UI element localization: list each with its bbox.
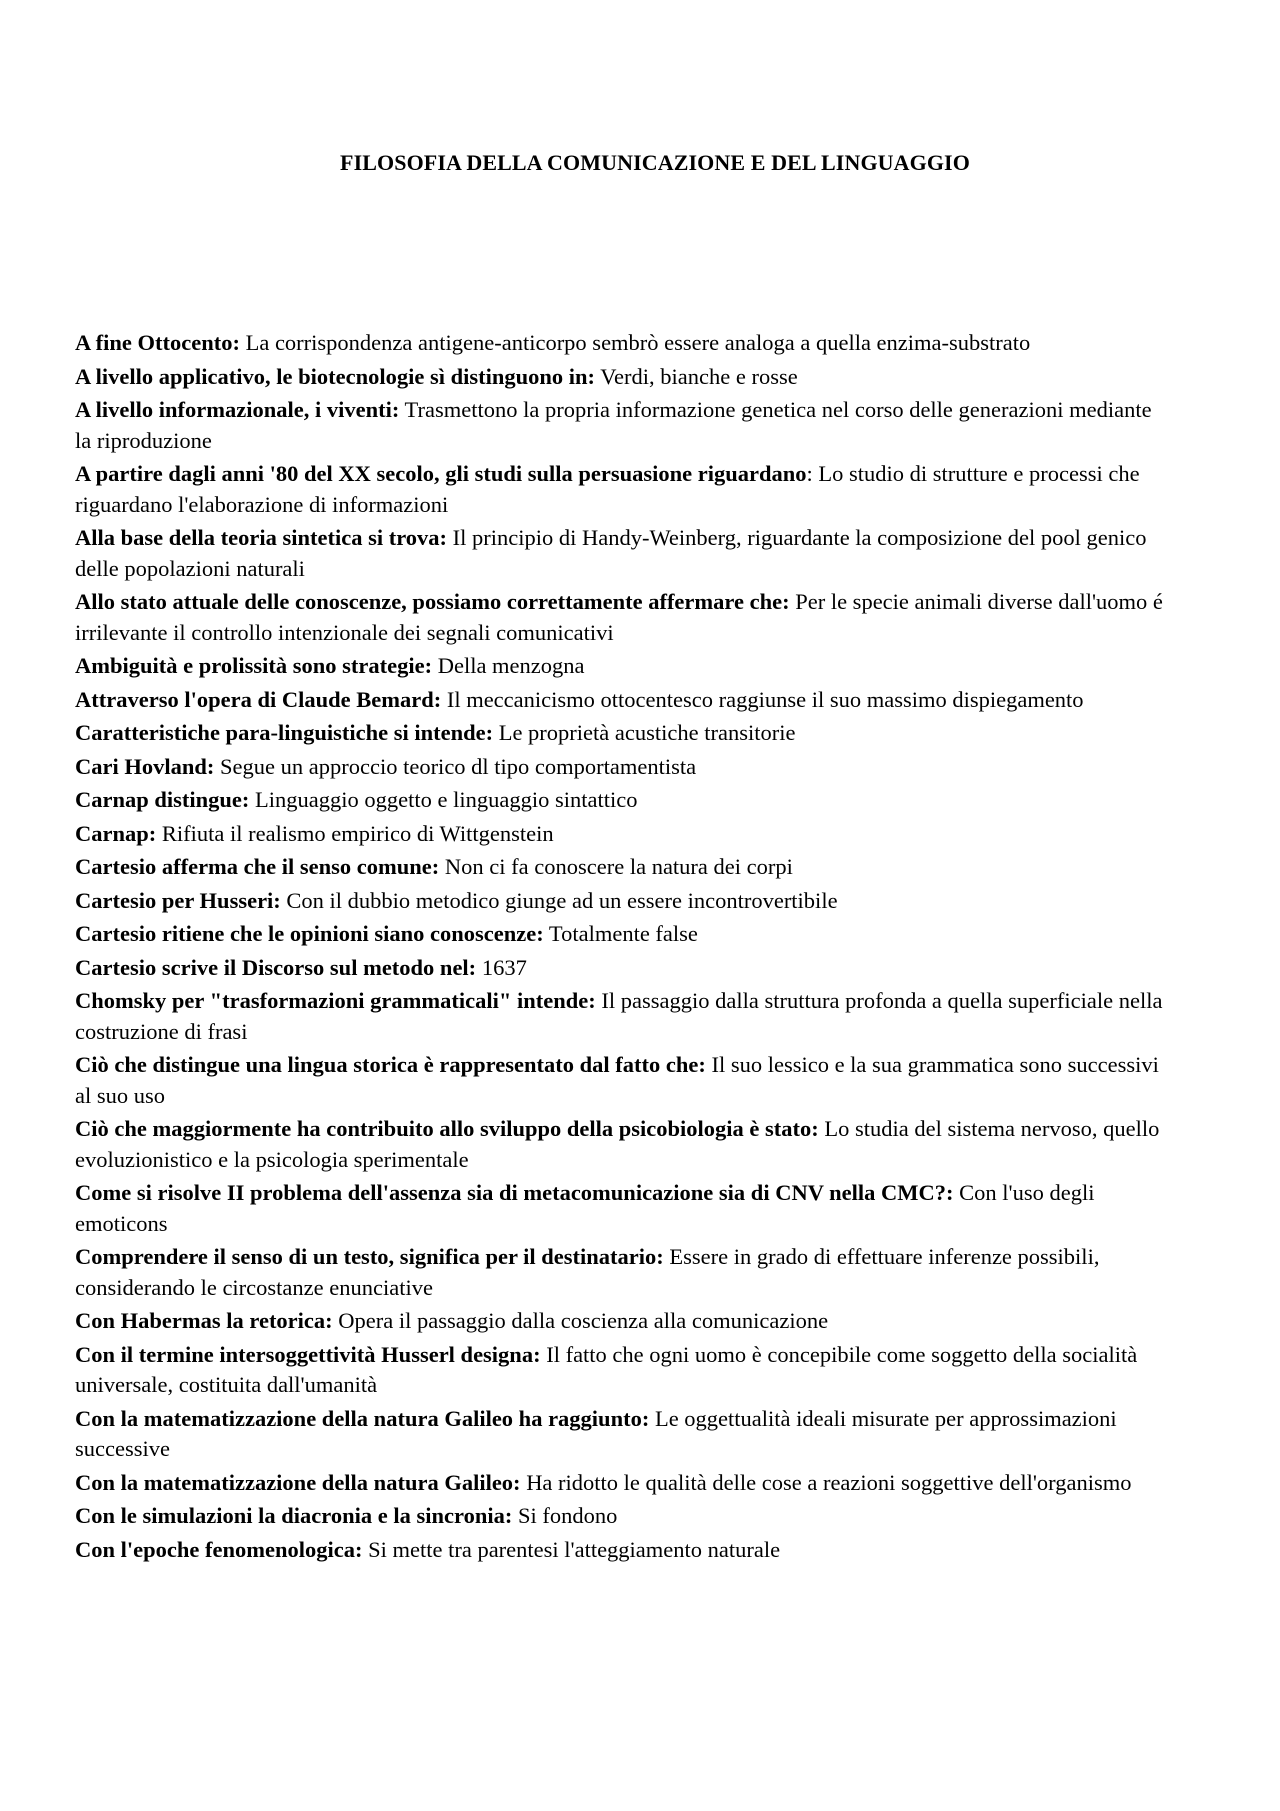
entry-question: Cartesio ritiene che le opinioni siano conoscenze: [75, 921, 544, 946]
entry-answer: Per le specie animali diverse dall'uomo é irrilevante il controllo intenzionale dei segnali comunicativi [75, 589, 1163, 645]
list-item [75, 1468, 1165, 1499]
list-item [75, 1404, 1165, 1465]
entry-answer: Con l'uso degli emoticons [75, 1180, 1095, 1236]
entry-question: A partire dagli anni '80 del XX secolo, gli studi sulla persuasione riguardano [75, 461, 807, 486]
entry-answer: Trasmettono la propria informazione genetica nel corso delle generazioni mediante la riproduzione [75, 397, 1152, 453]
list-item [75, 362, 1165, 393]
entry-answer: Rifiuta il realismo empirico di Wittgenstein [156, 820, 554, 846]
entry-question: Ciò che maggiormente ha contribuito allo sviluppo della psicobiologia è stato: [75, 1116, 819, 1141]
entry-question: Attraverso l'opera di Claude Bemard: [75, 686, 442, 712]
list-item [75, 1340, 1165, 1401]
entry-question: Ambiguità e prolissità sono strategie: [75, 653, 433, 678]
list-item [75, 1501, 1165, 1532]
entry-answer: La corrispondenza antigene-anticorpo sembrò essere analoga a quella enzima-substrato [239, 330, 1031, 355]
entry-answer: Si fondono [512, 1503, 618, 1528]
list-item [75, 785, 1165, 816]
list-item [75, 651, 1165, 682]
entry-question: Cartesio scrive il Discorso sul metodo nel: [75, 954, 477, 980]
entry-answer: Verdi, bianche e rosse [595, 363, 798, 389]
entry-question: Caratteristiche para-linguistiche si intende: [75, 720, 494, 745]
list-item [75, 685, 1165, 716]
entry-answer: Ha ridotto le qualità delle cose a reazioni soggettive dell'organismo [520, 1469, 1132, 1495]
list-item [75, 523, 1165, 584]
entry-question: Carnap distingue: [75, 787, 250, 812]
entry-answer: : Lo studio di strutture e processi che riguardano l'elaborazione di informazioni [75, 461, 1140, 517]
entry-question: Come si risolve II problema dell'assenza sia di metacomunicazione sia di CNV nella CMC?: [75, 1180, 954, 1205]
list-item [75, 1535, 1165, 1566]
entry-answer: Linguaggio oggetto e linguaggio sintattico [249, 787, 638, 812]
entry-answer: Lo studia del sistema nervoso, quello evoluzionistico e la psicologia sperimentale [75, 1116, 1160, 1172]
entry-answer: Il fatto che ogni uomo è concepibile come soggetto della socialità universale, costituita dall'umanità [75, 1341, 1138, 1397]
entry-question: Con il termine intersoggettività Husserl designa: [75, 1341, 541, 1367]
list-item [75, 1114, 1165, 1175]
list-item [75, 919, 1165, 950]
entry-question: Cartesio afferma che il senso comune: [75, 854, 440, 879]
list-item [75, 1178, 1165, 1239]
entry-question: A livello applicativo, le biotecnologie sì distinguono in: [75, 363, 596, 389]
entry-answer: Totalmente false [543, 921, 698, 946]
entry-answer: Non ci fa conoscere la natura dei corpi [439, 854, 793, 879]
entry-question: Carnap: [75, 820, 157, 846]
entry-question: Comprendere il senso di un testo, significa per il destinatario: [75, 1244, 664, 1269]
entry-answer: Il principio di Handy-Weinberg, riguardante la composizione del pool genico delle popolazioni naturali [75, 525, 1147, 581]
entry-question: Chomsky per "trasformazioni grammaticali" intende: [75, 988, 596, 1013]
list-item [75, 819, 1165, 850]
entry-question: Allo stato attuale delle conoscenze, possiamo correttamente affermare che: [75, 589, 790, 614]
list-item [75, 852, 1165, 883]
entry-answer: Segue un approccio teorico dl tipo comportamentista [214, 753, 697, 779]
entry-answer: Il passaggio dalla struttura profonda a quella superficiale nella costruzione di frasi [75, 988, 1163, 1044]
entry-question: A livello informazionale, i viventi: [75, 397, 400, 422]
list-item [75, 328, 1165, 359]
entry-question: Con la matematizzazione della natura Galileo: [75, 1469, 521, 1495]
entry-question: Con le simulazioni la diacronia e la sincronia: [75, 1503, 513, 1528]
entry-question: Con Habermas la retorica: [75, 1308, 333, 1333]
entry-answer: Le proprietà acustiche transitorie [493, 720, 796, 745]
entry-question: Ciò che distingue una lingua storica è rappresentato dal fatto che: [75, 1052, 706, 1077]
entry-question: Alla base della teoria sintetica si trova: [75, 525, 448, 550]
entry-question: Con l'epoche fenomenologica: [75, 1536, 363, 1562]
entry-answer: Con il dubbio metodico giunge ad un essere incontrovertibile [280, 887, 838, 913]
entry-answer: Si mette tra parentesi l'atteggiamento naturale [362, 1536, 781, 1562]
list-item [75, 1242, 1165, 1303]
entry-answer: Il suo lessico e la sua grammatica sono successivi al suo uso [75, 1052, 1159, 1108]
entry-question: Cari Hovland: [75, 753, 215, 779]
entry-answer: Opera il passaggio dalla coscienza alla comunicazione [332, 1308, 829, 1333]
page-title: FILOSOFIA DELLA COMUNICAZIONE E DEL LINGUAGGIO [340, 150, 970, 175]
list-item [75, 986, 1165, 1047]
entry-answer: Della menzogna [432, 653, 585, 678]
entry-answer: Essere in grado di effettuare inferenze possibili, considerando le circostanze enunciative [75, 1244, 1100, 1300]
list-item [75, 1050, 1165, 1111]
list-item [75, 953, 1165, 984]
list-item [75, 1306, 1165, 1337]
entry-answer: Il meccanicismo ottocentesco raggiunse il suo massimo dispiegamento [441, 686, 1084, 712]
entry-question: A fine Ottocento: [75, 330, 240, 355]
qa-list [75, 328, 1165, 1568]
list-item [75, 459, 1165, 520]
list-item [75, 395, 1165, 456]
entry-question: Cartesio per Husseri: [75, 887, 281, 913]
list-item [75, 718, 1165, 749]
entry-question: Con la matematizzazione della natura Galileo ha raggiunto: [75, 1405, 650, 1431]
list-item [75, 752, 1165, 783]
list-item [75, 587, 1165, 648]
list-item [75, 886, 1165, 917]
entry-answer: 1637 [476, 954, 527, 980]
entry-answer: Le oggettualità ideali misurate per approssimazioni successive [75, 1405, 1117, 1461]
